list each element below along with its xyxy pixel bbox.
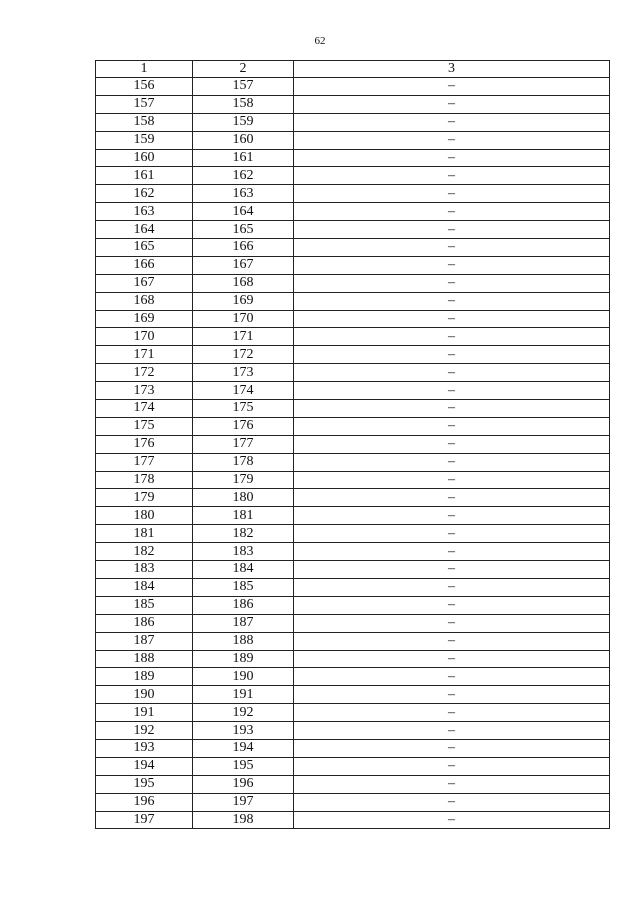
table-cell-col3: – bbox=[294, 95, 610, 113]
table-cell-col1: 174 bbox=[96, 400, 193, 418]
table-cell-col2: 186 bbox=[193, 596, 294, 614]
table-cell-col1: 158 bbox=[96, 113, 193, 131]
table-cell-col2: 190 bbox=[193, 668, 294, 686]
table-row bbox=[96, 292, 610, 310]
table-cell-col3: – bbox=[294, 704, 610, 722]
table-row bbox=[96, 149, 610, 167]
table-row bbox=[96, 722, 610, 740]
table-cell-col3: – bbox=[294, 453, 610, 471]
table-row bbox=[96, 113, 610, 131]
table-cell-col3: – bbox=[294, 435, 610, 453]
table-cell-col3: – bbox=[294, 256, 610, 274]
table-row bbox=[96, 400, 610, 418]
table-cell-col2: 188 bbox=[193, 632, 294, 650]
table-row bbox=[96, 453, 610, 471]
table-cell-col1: 179 bbox=[96, 489, 193, 507]
column-header-3: 3 bbox=[294, 61, 610, 78]
table-cell-col1: 190 bbox=[96, 686, 193, 704]
table-cell-col1: 191 bbox=[96, 704, 193, 722]
table-row bbox=[96, 775, 610, 793]
table-cell-col3: – bbox=[294, 596, 610, 614]
table-cell-col3: – bbox=[294, 364, 610, 382]
table-cell-col1: 178 bbox=[96, 471, 193, 489]
table-row bbox=[96, 221, 610, 239]
page-number: 62 bbox=[314, 35, 326, 47]
table-row bbox=[96, 668, 610, 686]
table-row bbox=[96, 471, 610, 489]
table-cell-col3: – bbox=[294, 346, 610, 364]
table-cell-col3: – bbox=[294, 578, 610, 596]
table-cell-col1: 159 bbox=[96, 131, 193, 149]
table-cell-col1: 162 bbox=[96, 185, 193, 203]
table-cell-col3: – bbox=[294, 507, 610, 525]
table-cell-col1: 193 bbox=[96, 739, 193, 757]
table-cell-col1: 194 bbox=[96, 757, 193, 775]
table-cell-col3: – bbox=[294, 310, 610, 328]
table-cell-col3: – bbox=[294, 668, 610, 686]
table-cell-col1: 175 bbox=[96, 417, 193, 435]
table-cell-col2: 170 bbox=[193, 310, 294, 328]
table-cell-col3: – bbox=[294, 561, 610, 579]
table-row bbox=[96, 596, 610, 614]
table-cell-col1: 157 bbox=[96, 95, 193, 113]
table-cell-col3: – bbox=[294, 722, 610, 740]
table-cell-col3: – bbox=[294, 78, 610, 96]
table-row bbox=[96, 78, 610, 96]
table-cell-col2: 175 bbox=[193, 400, 294, 418]
table-cell-col2: 163 bbox=[193, 185, 294, 203]
table-cell-col2: 194 bbox=[193, 739, 294, 757]
table-cell-col1: 196 bbox=[96, 793, 193, 811]
table-cell-col1: 173 bbox=[96, 382, 193, 400]
table-row bbox=[96, 95, 610, 113]
table-cell-col3: – bbox=[294, 775, 610, 793]
table-row bbox=[96, 507, 610, 525]
table-row bbox=[96, 704, 610, 722]
table-cell-col3: – bbox=[294, 203, 610, 221]
table-cell-col3: – bbox=[294, 221, 610, 239]
table-cell-col3: – bbox=[294, 650, 610, 668]
table-cell-col2: 169 bbox=[193, 292, 294, 310]
table-row bbox=[96, 561, 610, 579]
table-body bbox=[96, 78, 610, 829]
table-cell-col1: 166 bbox=[96, 256, 193, 274]
table-row bbox=[96, 310, 610, 328]
table-cell-col3: – bbox=[294, 811, 610, 829]
table-cell-col1: 161 bbox=[96, 167, 193, 185]
table-row bbox=[96, 739, 610, 757]
table-cell-col3: – bbox=[294, 400, 610, 418]
table-cell-col1: 197 bbox=[96, 811, 193, 829]
table-cell-col2: 179 bbox=[193, 471, 294, 489]
table-row bbox=[96, 274, 610, 292]
table-cell-col2: 178 bbox=[193, 453, 294, 471]
table-cell-col2: 184 bbox=[193, 561, 294, 579]
table-cell-col1: 176 bbox=[96, 435, 193, 453]
table-cell-col1: 185 bbox=[96, 596, 193, 614]
table-row bbox=[96, 328, 610, 346]
table-cell-col3: – bbox=[294, 113, 610, 131]
table-cell-col1: 168 bbox=[96, 292, 193, 310]
table-cell-col2: 172 bbox=[193, 346, 294, 364]
column-header-2: 2 bbox=[193, 61, 294, 78]
table-row bbox=[96, 417, 610, 435]
table-cell-col1: 171 bbox=[96, 346, 193, 364]
table-row bbox=[96, 382, 610, 400]
table-row bbox=[96, 185, 610, 203]
table-cell-col2: 181 bbox=[193, 507, 294, 525]
table-cell-col3: – bbox=[294, 167, 610, 185]
table-cell-col1: 169 bbox=[96, 310, 193, 328]
table-cell-col3: – bbox=[294, 149, 610, 167]
table-row bbox=[96, 650, 610, 668]
table-cell-col2: 183 bbox=[193, 543, 294, 561]
column-header-1: 1 bbox=[96, 61, 193, 78]
table-cell-col3: – bbox=[294, 757, 610, 775]
table-row bbox=[96, 525, 610, 543]
table-cell-col2: 162 bbox=[193, 167, 294, 185]
table-row bbox=[96, 167, 610, 185]
table-cell-col2: 185 bbox=[193, 578, 294, 596]
table-row bbox=[96, 632, 610, 650]
table-cell-col2: 164 bbox=[193, 203, 294, 221]
table-cell-col2: 195 bbox=[193, 757, 294, 775]
table-cell-col1: 186 bbox=[96, 614, 193, 632]
table-row bbox=[96, 346, 610, 364]
table-cell-col3: – bbox=[294, 328, 610, 346]
table-row bbox=[96, 686, 610, 704]
table-row bbox=[96, 256, 610, 274]
table-cell-col1: 164 bbox=[96, 221, 193, 239]
table-row bbox=[96, 435, 610, 453]
table-cell-col2: 176 bbox=[193, 417, 294, 435]
table-cell-col2: 173 bbox=[193, 364, 294, 382]
table-cell-col2: 160 bbox=[193, 131, 294, 149]
table-cell-col1: 163 bbox=[96, 203, 193, 221]
table-row bbox=[96, 578, 610, 596]
table-row bbox=[96, 239, 610, 257]
table-cell-col2: 165 bbox=[193, 221, 294, 239]
table-cell-col1: 156 bbox=[96, 78, 193, 96]
table-cell-col1: 165 bbox=[96, 239, 193, 257]
table-cell-col2: 180 bbox=[193, 489, 294, 507]
table-cell-col3: – bbox=[294, 239, 610, 257]
table-cell-col1: 160 bbox=[96, 149, 193, 167]
table-cell-col3: – bbox=[294, 614, 610, 632]
table-cell-col2: 198 bbox=[193, 811, 294, 829]
table-cell-col1: 182 bbox=[96, 543, 193, 561]
table-row bbox=[96, 364, 610, 382]
table-cell-col2: 166 bbox=[193, 239, 294, 257]
table-cell-col2: 157 bbox=[193, 78, 294, 96]
table-cell-col2: 182 bbox=[193, 525, 294, 543]
table-cell-col2: 167 bbox=[193, 256, 294, 274]
table-cell-col3: – bbox=[294, 185, 610, 203]
table-cell-col3: – bbox=[294, 686, 610, 704]
data-table bbox=[95, 60, 610, 829]
table-cell-col1: 188 bbox=[96, 650, 193, 668]
table-row bbox=[96, 614, 610, 632]
table-cell-col3: – bbox=[294, 274, 610, 292]
table-cell-col1: 189 bbox=[96, 668, 193, 686]
table-cell-col2: 197 bbox=[193, 793, 294, 811]
table-cell-col3: – bbox=[294, 793, 610, 811]
table-cell-col1: 184 bbox=[96, 578, 193, 596]
table-cell-col3: – bbox=[294, 417, 610, 435]
table-cell-col1: 172 bbox=[96, 364, 193, 382]
table-cell-col3: – bbox=[294, 471, 610, 489]
table-cell-col2: 158 bbox=[193, 95, 294, 113]
table-cell-col1: 180 bbox=[96, 507, 193, 525]
table-cell-col3: – bbox=[294, 131, 610, 149]
table-cell-col1: 192 bbox=[96, 722, 193, 740]
table-cell-col3: – bbox=[294, 739, 610, 757]
table-cell-col2: 168 bbox=[193, 274, 294, 292]
table-cell-col2: 192 bbox=[193, 704, 294, 722]
table-cell-col1: 167 bbox=[96, 274, 193, 292]
table-cell-col3: – bbox=[294, 525, 610, 543]
table-cell-col2: 171 bbox=[193, 328, 294, 346]
table-cell-col1: 177 bbox=[96, 453, 193, 471]
table-row bbox=[96, 793, 610, 811]
table-cell-col2: 187 bbox=[193, 614, 294, 632]
table-cell-col1: 181 bbox=[96, 525, 193, 543]
table-row bbox=[96, 757, 610, 775]
table-row bbox=[96, 811, 610, 829]
table-cell-col1: 195 bbox=[96, 775, 193, 793]
table-cell-col2: 189 bbox=[193, 650, 294, 668]
table-cell-col1: 187 bbox=[96, 632, 193, 650]
table-cell-col3: – bbox=[294, 489, 610, 507]
table-cell-col1: 183 bbox=[96, 561, 193, 579]
table-cell-col3: – bbox=[294, 543, 610, 561]
table-row bbox=[96, 203, 610, 221]
table-cell-col2: 191 bbox=[193, 686, 294, 704]
table-row bbox=[96, 131, 610, 149]
table-cell-col3: – bbox=[294, 292, 610, 310]
table-cell-col2: 174 bbox=[193, 382, 294, 400]
table-cell-col3: – bbox=[294, 632, 610, 650]
table-cell-col2: 159 bbox=[193, 113, 294, 131]
table-cell-col1: 170 bbox=[96, 328, 193, 346]
header-row bbox=[96, 61, 610, 78]
table-cell-col2: 161 bbox=[193, 149, 294, 167]
table-cell-col3: – bbox=[294, 382, 610, 400]
table-row bbox=[96, 489, 610, 507]
table-cell-col2: 177 bbox=[193, 435, 294, 453]
table-row bbox=[96, 543, 610, 561]
table-cell-col2: 193 bbox=[193, 722, 294, 740]
table-cell-col2: 196 bbox=[193, 775, 294, 793]
